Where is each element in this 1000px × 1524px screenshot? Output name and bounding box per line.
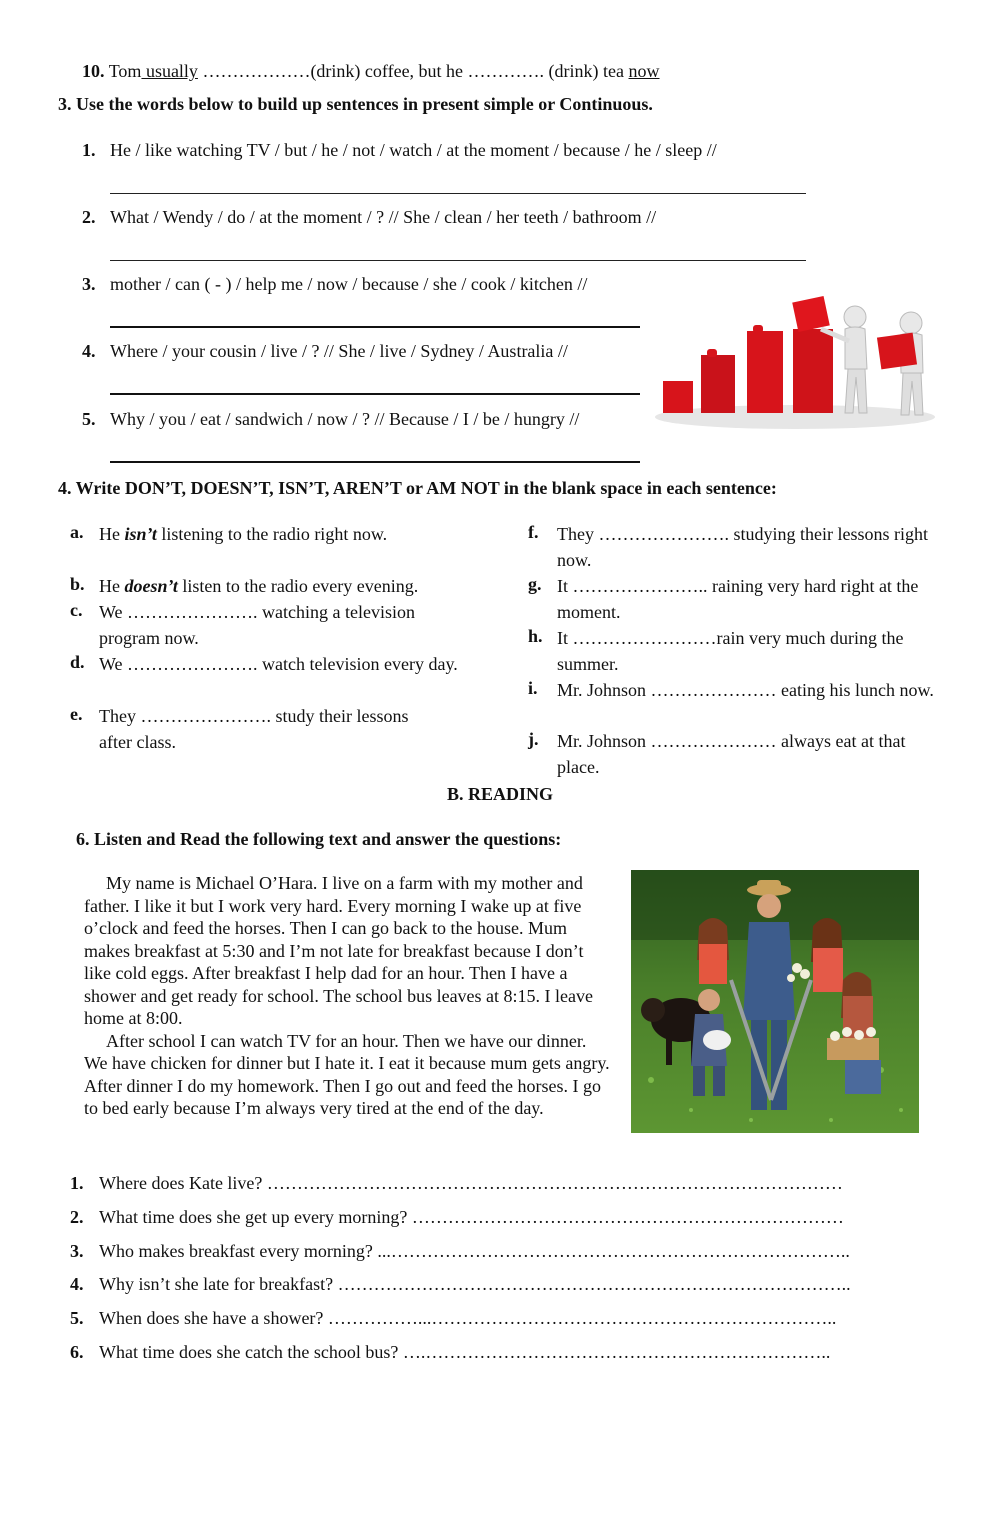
question-text[interactable]: Why isn’t she late for breakfast? …………………………………………………………………………..: [99, 1274, 851, 1294]
question-number: 4.: [70, 1274, 84, 1294]
item-letter: f.: [528, 522, 539, 542]
item-text: They …………………. studying their lessons right now.: [557, 524, 928, 570]
question-text[interactable]: What time does she get up every morning? ………………………………………………………………: [99, 1207, 844, 1227]
passage-paragraph-1: My name is Michael O’Hara. I live on a farm with my mother and father. I like it but I work very hard. Every morning I wake up at five o’clock and feed the horses. Then I can go back to the house. Mum makes breakfast at 5:30 and I’m not late for breakfast because I don’t like cold eggs. After breakfast I help dad for an hour. Then I have a shower and get ready for school. The school bus leaves at 8:15. I leave home at 8:00.: [84, 873, 594, 1028]
item-letter: g.: [528, 574, 542, 594]
reading-question-3: [70, 1240, 930, 1262]
item-text-middle: ………………(drink) coffee, but he …………. (drink) tea: [197, 61, 629, 81]
answer-line-3[interactable]: [110, 326, 640, 328]
item-text: Mr. Johnson ………………… always eat at that place.: [557, 731, 906, 777]
item-text: We …………………. watch television every day.: [99, 654, 458, 674]
item-text: He isn’t listening to the radio right now.: [99, 524, 388, 544]
s3-item-2: [82, 206, 656, 228]
item-letter: j.: [528, 729, 539, 749]
item-letter: h.: [528, 626, 543, 646]
exercise-item-10: [82, 60, 660, 82]
item-prompt: What / Wendy / do / at the moment / ? // She / clean / her teeth / bathroom //: [110, 207, 657, 227]
item-text: It ………………….. raining very hard right at the moment.: [557, 576, 919, 622]
question-number: 3.: [70, 1241, 84, 1261]
question-number: 1.: [70, 1173, 84, 1193]
underlined-word-usually: usually: [141, 61, 198, 81]
puzzle-bars-illustration: [655, 285, 935, 430]
s3-item-5: [82, 408, 579, 430]
item-text: He doesn’t listen to the radio every evening.: [99, 576, 419, 596]
reading-passage: [84, 872, 614, 1120]
reading-question-1: [70, 1172, 930, 1194]
s3-item-3: [82, 273, 587, 295]
item-number: 3.: [82, 274, 96, 294]
question-text[interactable]: When does she have a shower? ……………...…………………………………………………………..: [99, 1308, 837, 1328]
item-prompt: He / like watching TV / but / he / not / watch / at the moment / because / he / sleep //: [110, 140, 717, 160]
farm-family-photo: [631, 870, 919, 1133]
item-letter: c.: [70, 600, 83, 620]
passage-paragraph-2: After school I can watch TV for an hour. Then we have our dinner. We have chicken for dinner but I hate it. I eat it because mum gets angry. After dinner I do my homework. Then I go out and feed the horses. I go to bed early because I’m always very tired at the end of the day.: [84, 1030, 610, 1118]
item-text: Mr. Johnson ………………… eating his lunch now.: [557, 680, 934, 700]
item-text: It ……………………rain very much during the summer.: [557, 628, 904, 674]
item-number: 10.: [82, 61, 105, 81]
item-prompt: Why / you / eat / sandwich / now / ? // Because / I / be / hungry //: [110, 409, 580, 429]
question-number: 5.: [70, 1308, 84, 1328]
item-letter: b.: [70, 574, 85, 594]
question-text[interactable]: Where does Kate live? ……………………………………………………………………………………: [99, 1173, 843, 1193]
item-text: They …………………. study their lessons after class.: [99, 706, 409, 752]
answer-line-1[interactable]: [110, 193, 806, 194]
s3-item-1: [82, 139, 717, 161]
question-number: 6.: [70, 1342, 84, 1362]
question-text[interactable]: What time does she catch the school bus? ….…………………………………………………………..: [99, 1342, 831, 1362]
reading-question-2: [70, 1206, 930, 1228]
item-number: 2.: [82, 207, 96, 227]
underlined-word-now: now: [628, 61, 660, 81]
item-number: 5.: [82, 409, 96, 429]
s3-item-4: [82, 340, 568, 362]
example-answer: doesn’t: [124, 576, 178, 596]
example-answer: isn’t: [124, 524, 157, 544]
item-letter: a.: [70, 522, 84, 542]
item-text: We …………………. watching a television program now.: [99, 602, 415, 648]
reading-task-title: 6. Listen and Read the following text and answer the questions:: [76, 829, 562, 849]
section-3-title: 3. Use the words below to build up sentences in present simple or Continuous.: [58, 94, 653, 114]
answer-line-2[interactable]: [110, 260, 806, 261]
question-text[interactable]: Who makes breakfast every morning? ...…………………………………………………………………..: [99, 1241, 850, 1261]
reading-section-title: B. READING: [446, 784, 553, 804]
item-number: 4.: [82, 341, 96, 361]
reading-question-6: [70, 1341, 930, 1363]
item-text-start: Tom: [108, 61, 142, 81]
question-number: 2.: [70, 1207, 84, 1227]
reading-question-4: [70, 1273, 930, 1295]
item-number: 1.: [82, 140, 96, 160]
answer-line-4[interactable]: [110, 393, 640, 395]
item-letter: e.: [70, 704, 83, 724]
answer-line-5[interactable]: [110, 461, 640, 463]
reading-question-5: [70, 1307, 930, 1329]
item-prompt: Where / your cousin / live / ? // She / live / Sydney / Australia //: [110, 341, 568, 361]
item-letter: d.: [70, 652, 85, 672]
item-letter: i.: [528, 678, 538, 698]
section-4-title: 4. Write DON’T, DOESN’T, ISN’T, AREN’T or AM NOT in the blank space in each sentence:: [58, 478, 777, 498]
item-prompt: mother / can ( - ) / help me / now / because / she / cook / kitchen //: [110, 274, 588, 294]
